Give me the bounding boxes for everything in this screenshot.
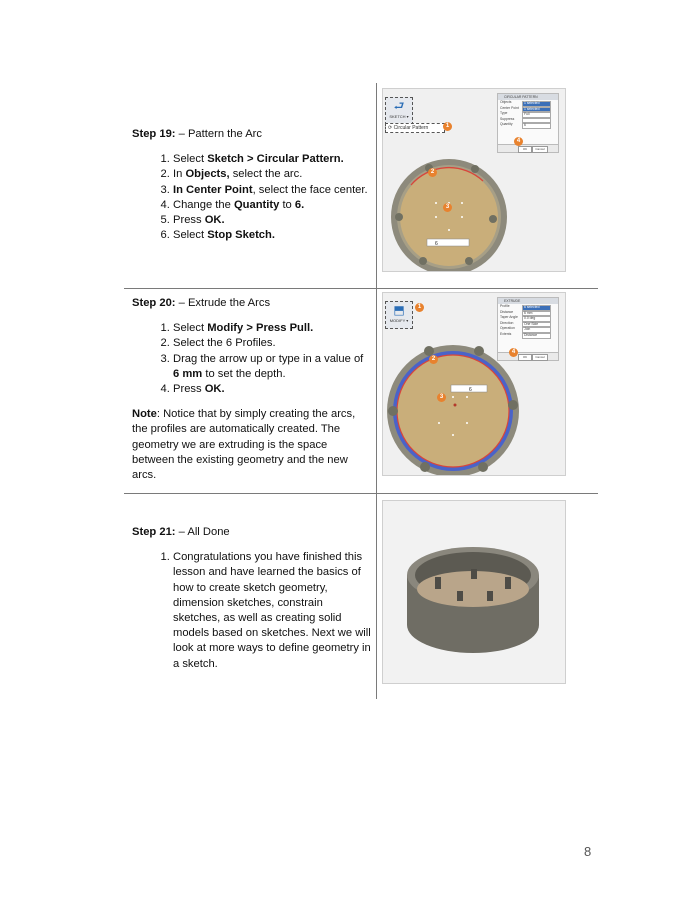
center-point <box>454 404 457 407</box>
step-20-heading <box>132 296 372 311</box>
step-title: – Extrude the Arcs <box>175 297 271 309</box>
list-item: 3. In Center Point, select the face center. <box>173 183 372 198</box>
callout-badge: 4 <box>509 348 518 357</box>
press-pull-icon: ⬒ <box>393 303 405 317</box>
panel-row: Type Full <box>498 111 558 117</box>
callout-badge: 4 <box>514 137 523 146</box>
sketch-tool-button[interactable]: ⮐ SKETCH ▾ <box>385 97 413 125</box>
panel-title: EXTRUDE <box>498 298 558 304</box>
table-row-divider <box>124 288 598 289</box>
list-item: 4. Press OK. <box>173 382 372 397</box>
callout-badge: 3 <box>443 203 452 212</box>
panel-row: Extents Distance <box>498 332 558 338</box>
list-item: 3. Drag the arrow up or type in a value of 6 mm to set the depth. <box>173 352 372 382</box>
callout-badge: 1 <box>415 303 424 312</box>
list-item: 5. Press OK. <box>173 213 372 228</box>
circular-pattern-menu-item[interactable]: ⟳ Circular Pattern <box>385 123 445 133</box>
step-label: Step 20: <box>132 297 176 309</box>
step-21-text <box>132 525 372 672</box>
step-19-list <box>132 152 372 243</box>
panel-row: Objects 1 selected <box>498 100 558 106</box>
list-item: 2. Select the 6 Profiles. <box>173 336 372 351</box>
panel-row: Profile 6 selected <box>498 304 558 310</box>
panel-row: Distance 6 mm <box>498 310 558 316</box>
step-title: – All Done <box>175 526 230 538</box>
panel-row: Center Point 1 selected <box>498 106 558 112</box>
table-row-divider <box>124 493 598 494</box>
distance-value: 6 <box>469 387 472 393</box>
extrude-viewport <box>383 293 565 475</box>
step-19-heading <box>132 127 372 142</box>
list-item: 1. Select Sketch > Circular Pattern. <box>173 152 372 167</box>
quantity-value-box[interactable] <box>427 239 469 246</box>
circular-arrow-icon: ⮐ <box>393 99 405 113</box>
panel-row: Direction One Side <box>498 321 558 327</box>
step-21-list <box>132 550 372 672</box>
list-item: 1. Select Modify > Press Pull. <box>173 321 372 336</box>
ok-button[interactable]: OK <box>518 146 532 153</box>
table-column-divider <box>376 83 377 699</box>
sketch-viewport <box>383 89 565 271</box>
step-21-screenshot <box>382 500 566 684</box>
quantity-value: 6 <box>435 241 438 247</box>
step-19-screenshot <box>382 88 566 272</box>
list-item: 6. Select Stop Sketch. <box>173 228 372 243</box>
list-item: 2. In Objects, select the arc. <box>173 167 372 182</box>
panel-title: CIRCULAR PATTERN <box>498 94 558 100</box>
step-title: – Pattern the Arc <box>175 128 262 140</box>
modify-tool-button[interactable]: ⬒ MODIFY ▾ <box>385 301 413 329</box>
callout-badge: 3 <box>437 393 446 402</box>
step-20-text <box>132 296 372 483</box>
step-21-heading <box>132 525 372 540</box>
cancel-button[interactable]: Cancel <box>532 146 548 153</box>
step-label: Step 19: <box>132 128 176 140</box>
step-label: Step 21: <box>132 526 176 538</box>
ok-button[interactable]: OK <box>518 354 532 361</box>
part-face <box>397 355 509 467</box>
panel-row: Taper Angle 0.0 deg <box>498 315 558 321</box>
panel-row: Quantity 6 <box>498 122 558 128</box>
step-20-screenshot <box>382 292 566 476</box>
panel-row: Suppress <box>498 117 558 123</box>
callout-badge: 2 <box>429 355 438 364</box>
note-paragraph: Note: Notice that by simply creating the arcs, the profiles are automatically created. The geometry we are extruding is the space between the existing geometry and the new arcs. <box>132 408 356 482</box>
callout-badge: 1 <box>443 122 452 131</box>
panel-row: Operation Join <box>498 326 558 332</box>
page-number: 8 <box>584 844 592 859</box>
step-19-text <box>132 127 372 243</box>
part-face <box>400 168 498 266</box>
step-20-list <box>132 321 372 397</box>
cancel-button[interactable]: Cancel <box>532 354 548 361</box>
callout-badge: 2 <box>428 168 437 177</box>
finished-part-render <box>383 501 565 683</box>
list-item: 1. Congratulations you have finished this lesson and have learned the basics of how to create sketch geometry, dimension sketches, constrain sketches, as well as creating solid models based on sketches. Next we will look at more ways to define geometry in a sketch. <box>173 550 372 672</box>
list-item: 4. Change the Quantity to 6. <box>173 198 372 213</box>
